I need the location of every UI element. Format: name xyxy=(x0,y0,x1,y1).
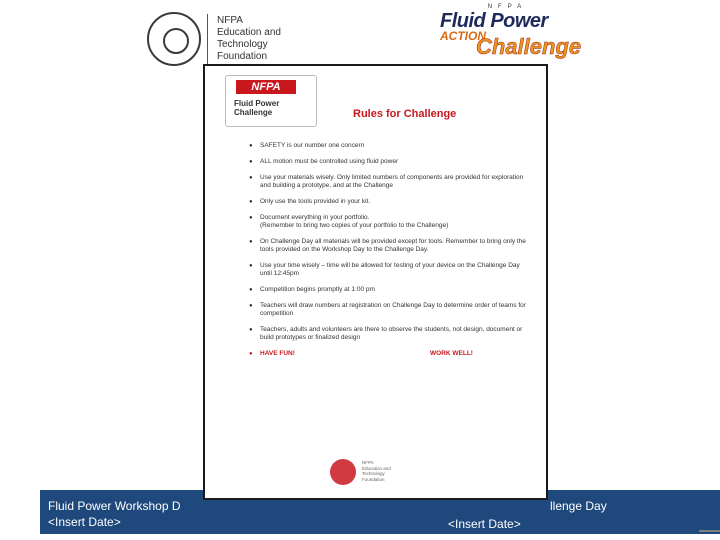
footer-right-line2: <Insert Date> xyxy=(448,517,521,531)
brand-challenge: Challenge xyxy=(476,34,582,59)
rule-item: ● Teachers will draw numbers at registration on Challenge Day to determine order of teams for competition xyxy=(260,302,530,318)
footer-right-line1: llenge Day xyxy=(550,499,607,513)
rule-item: ● ALL motion must be controlled using fluid power xyxy=(260,158,530,166)
foundation-name: NFPA Education and Technology Foundation xyxy=(217,15,281,62)
rule-item: ● On Challenge Day all materials will be provided except for tools. Remember to bring only the tools provided on the Workshop Day to the Challenge Day. xyxy=(260,238,530,254)
rule-item: ● SAFETY is our number one concern xyxy=(260,142,530,150)
document-seal-logo xyxy=(330,459,356,485)
document-title: Rules for Challenge xyxy=(353,108,457,120)
footer-left-line2: <Insert Date> xyxy=(48,515,121,529)
rule-item: ● Teachers, adults and volunteers are there to observe the students, not design, document or build prototypes or finalized design xyxy=(260,326,530,342)
rules-list xyxy=(260,142,530,366)
slide-edge-line xyxy=(699,530,720,532)
rules-document-image xyxy=(203,64,548,500)
brand-nfpa: NFPA xyxy=(487,4,528,10)
logo-nfpa-text: NFPA xyxy=(236,80,296,94)
brand-action: ACTION xyxy=(440,29,486,43)
have-fun-text: HAVE FUN! xyxy=(260,350,295,357)
fluid-power-challenge-logo xyxy=(440,4,582,66)
brand-title: Fluid Power xyxy=(440,10,548,32)
document-footer-org: NFPA Education and Technology Foundation xyxy=(362,460,391,482)
rule-item: ● Document everything in your portfolio. (Remember to bring two copies of your portfolio to the Challenge) xyxy=(260,214,530,230)
rule-item-have-fun xyxy=(260,350,530,358)
rule-item: ● Only use the tools provided in your kit. xyxy=(260,198,530,206)
work-well-text: WORK WELL! xyxy=(430,350,473,357)
rule-item: ● Competition begins promptly at 1:00 pm xyxy=(260,286,530,294)
header-divider xyxy=(207,14,208,64)
footer-left-line1: Fluid Power Workshop D xyxy=(48,499,181,513)
nfpa-seal-logo xyxy=(147,12,201,66)
rule-item: ● Use your materials wisely. Only limited numbers of components are provided for exploration and building a prototype, and at the Challenge xyxy=(260,174,530,190)
rule-item: ● Use your time wisely – time will be allowed for testing of your device on the Challenge Day until 12:45pm xyxy=(260,262,530,278)
logo-subtitle: Fluid Power Challenge xyxy=(234,99,280,117)
challenge-logo xyxy=(225,75,317,127)
